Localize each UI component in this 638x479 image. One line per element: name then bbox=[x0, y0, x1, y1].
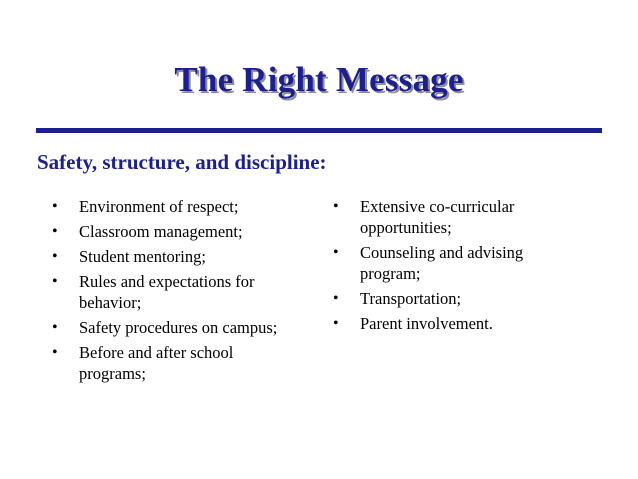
list-item bbox=[52, 342, 302, 384]
list-item-text: Transportation; bbox=[360, 289, 462, 308]
bullet-icon: • bbox=[333, 290, 339, 307]
list-item-text: Extensive co-curricular opportunities; bbox=[360, 197, 515, 237]
list-item bbox=[333, 288, 583, 309]
bullet-icon: • bbox=[52, 319, 58, 336]
title-divider bbox=[36, 128, 602, 133]
list-item bbox=[52, 246, 302, 267]
bullet-icon: • bbox=[52, 223, 58, 240]
bullet-icon: • bbox=[333, 198, 339, 215]
bullet-icon: • bbox=[52, 198, 58, 215]
list-item bbox=[52, 317, 302, 338]
list-item bbox=[52, 221, 302, 242]
bullet-icon: • bbox=[333, 244, 339, 261]
list-item bbox=[52, 271, 302, 313]
list-item-text: Before and after school programs; bbox=[79, 343, 234, 383]
list-item bbox=[333, 313, 583, 334]
right-bullet-list bbox=[333, 196, 583, 338]
list-item-text: Classroom management; bbox=[79, 222, 243, 241]
bullet-icon: • bbox=[52, 248, 58, 265]
list-item bbox=[333, 242, 583, 284]
bullet-icon: • bbox=[52, 344, 58, 361]
left-bullet-list bbox=[52, 196, 302, 388]
slide-title: The Right Message bbox=[174, 60, 464, 99]
list-item bbox=[52, 196, 302, 217]
list-item-text: Safety procedures on campus; bbox=[79, 318, 278, 337]
list-item-text: Rules and expectations for behavior; bbox=[79, 272, 255, 312]
bullet-icon: • bbox=[52, 273, 58, 290]
slide-subheading: Safety, structure, and discipline: bbox=[37, 150, 327, 174]
list-item-text: Student mentoring; bbox=[79, 247, 206, 266]
list-item-text: Parent involvement. bbox=[360, 314, 493, 333]
list-item-text: Environment of respect; bbox=[79, 197, 239, 216]
bullet-icon: • bbox=[333, 315, 339, 332]
list-item-text: Counseling and advising program; bbox=[360, 243, 524, 283]
list-item bbox=[333, 196, 583, 238]
